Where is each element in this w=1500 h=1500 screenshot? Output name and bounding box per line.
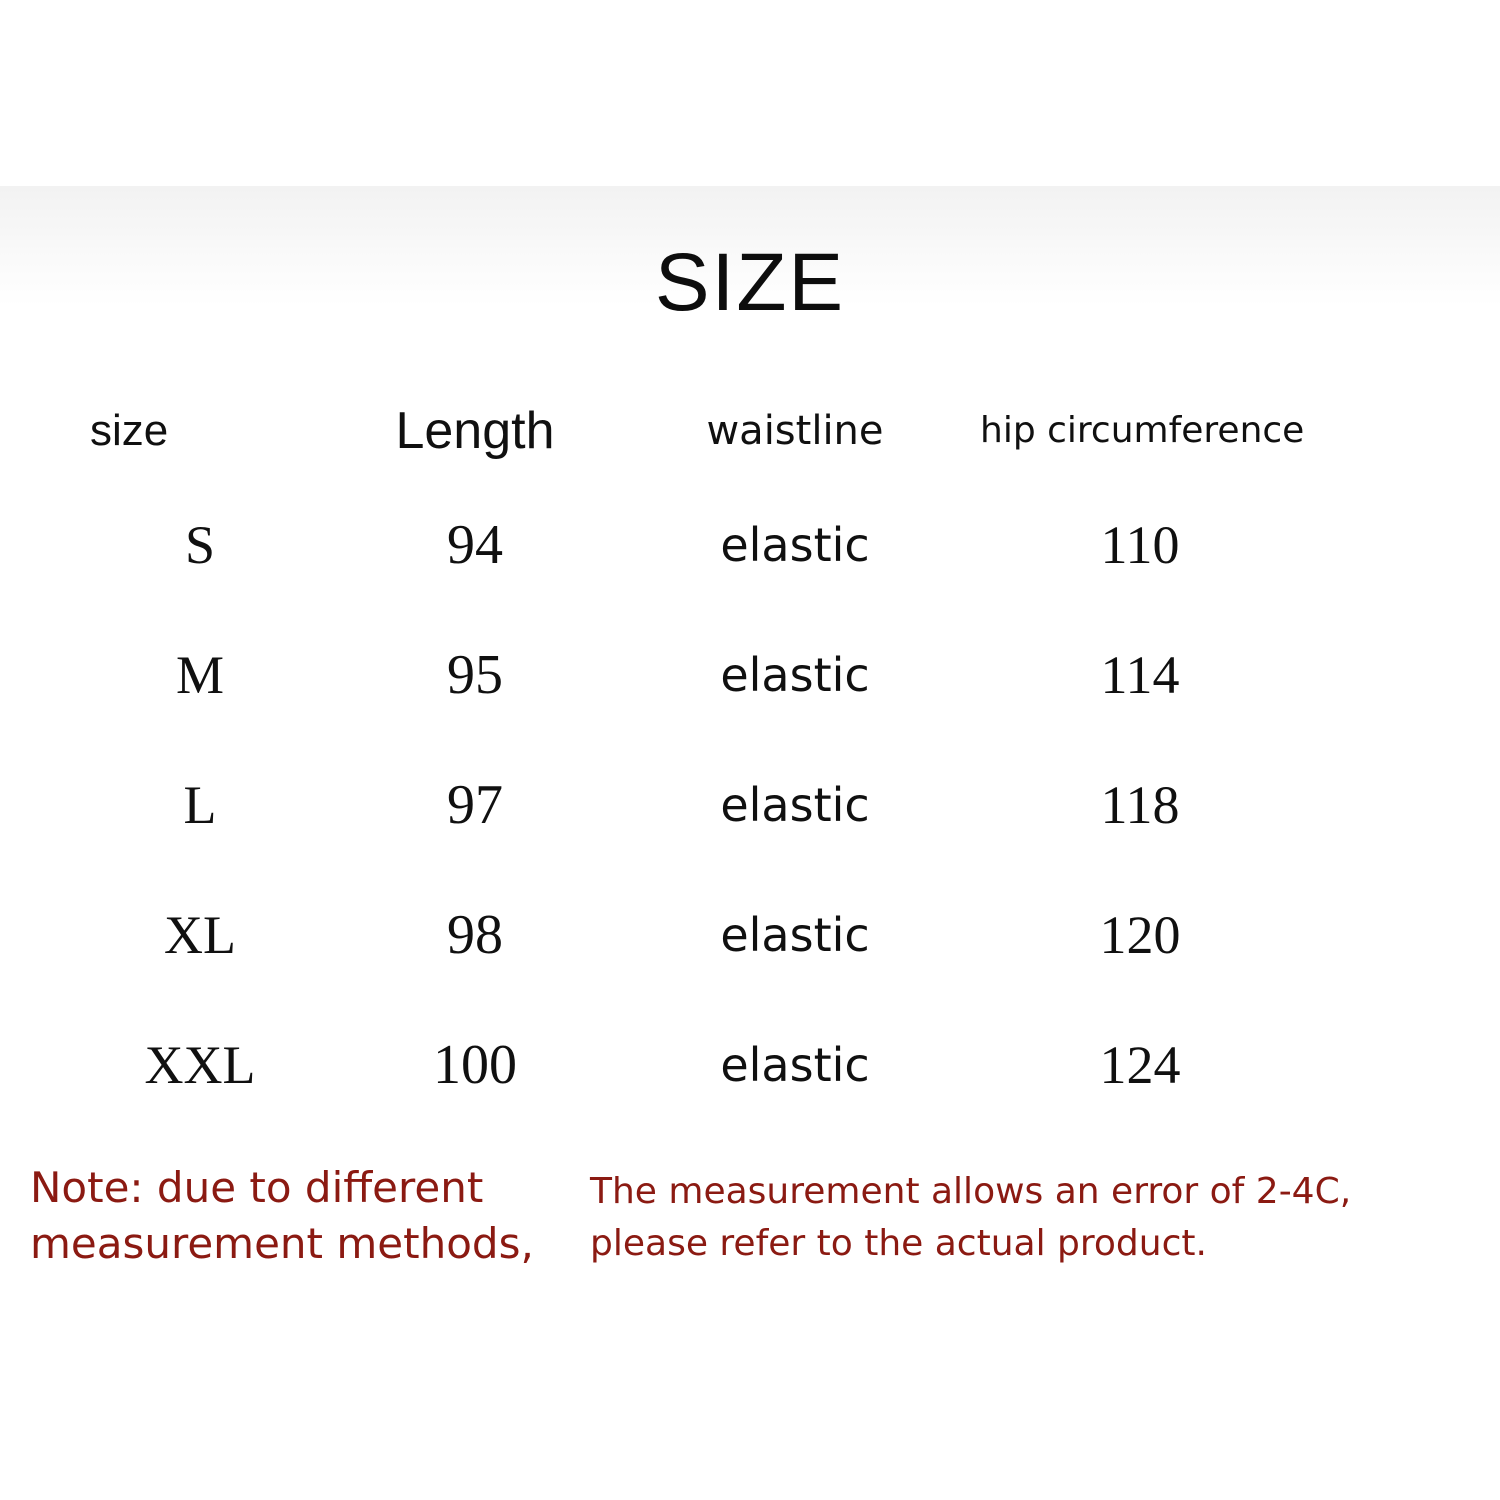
- cell-size: XL: [164, 905, 236, 965]
- note-left-text: Note: due to different measurement methods,: [30, 1163, 534, 1268]
- note-right-text: The measurement allows an error of 2-4C, please refer to the actual product.: [590, 1171, 1352, 1264]
- cell-waistline: elastic: [720, 648, 870, 702]
- table-row: [60, 870, 1390, 1000]
- cell-length: 95: [447, 644, 503, 706]
- cell-hip: 120: [1099, 905, 1181, 965]
- cell-size: M: [175, 645, 224, 705]
- cell-hip: 118: [1100, 775, 1180, 835]
- column-header-length: Length: [395, 402, 555, 460]
- cell-size: L: [183, 775, 217, 835]
- cell-length: 94: [447, 514, 503, 576]
- cell-length: 98: [447, 904, 503, 966]
- page-title: SIZE: [654, 237, 846, 328]
- note-section: [30, 1160, 1470, 1272]
- cell-length: 97: [447, 774, 503, 836]
- table-row: [60, 740, 1390, 870]
- cell-waistline: elastic: [720, 778, 870, 832]
- cell-hip: 110: [1100, 515, 1180, 575]
- cell-length: 100: [433, 1034, 517, 1096]
- column-header-size: size: [90, 406, 169, 455]
- cell-waistline: elastic: [720, 908, 870, 962]
- cell-hip: 124: [1099, 1035, 1181, 1095]
- table-row: [60, 480, 1390, 610]
- cell-size: S: [184, 515, 216, 575]
- size-table: [60, 382, 1390, 1130]
- cell-size: XXL: [144, 1035, 256, 1095]
- cell-waistline: elastic: [720, 1038, 870, 1092]
- table-row: [60, 610, 1390, 740]
- table-row: [60, 1000, 1390, 1130]
- column-header-waistline: waistline: [706, 408, 884, 454]
- cell-waistline: elastic: [720, 518, 870, 572]
- column-header-hip-circumference: hip circumference: [980, 410, 1305, 451]
- cell-hip: 114: [1100, 645, 1180, 705]
- table-header-row: [60, 382, 1390, 480]
